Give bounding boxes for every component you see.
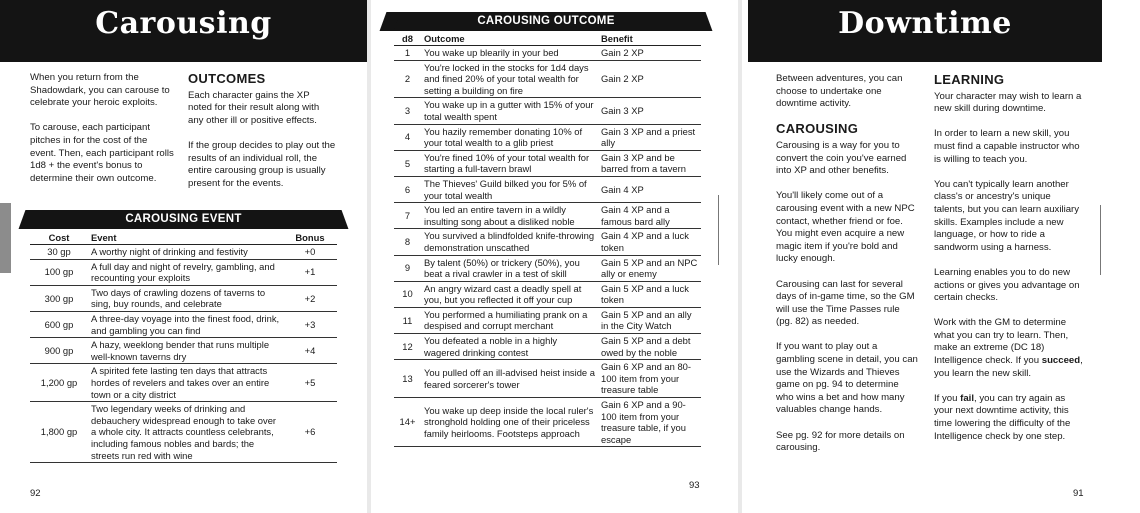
outcome-description: You hazily remember donating 10% of your total wealth to a glib priest (421, 124, 598, 150)
outcomes-paragraph: If the group decides to play out the results of an individual roll, the entire carousing group is usually present for the events. (188, 139, 336, 189)
page-divider (1100, 205, 1101, 275)
event-cost: 1,200 gp (30, 364, 88, 402)
table-row (394, 60, 701, 98)
table-row (394, 307, 701, 333)
outcome-benefit: Gain 5 XP and a debt owed by the noble (598, 334, 701, 360)
table-row (30, 338, 337, 364)
carousing-paragraph: See pg. 92 for more details on carousing. (776, 429, 905, 454)
table-row (30, 285, 337, 311)
page-number: 91 (1073, 488, 1084, 499)
left-column (776, 73, 918, 467)
event-bonus: +0 (283, 245, 337, 260)
col-header-outcome: Outcome (421, 32, 598, 46)
outcome-description: You wake up deep inside the local ruler's stronghold holding one of their priceless family heirlooms. Footsteps approach (421, 398, 598, 447)
event-bonus: +4 (283, 338, 337, 364)
outcome-roll: 2 (394, 60, 421, 98)
learning-paragraph: Your character may wish to learn a new skill during downtime. (934, 90, 1082, 115)
event-description: A worthy night of drinking and festivity (88, 245, 283, 260)
learning-fail-text-end: , you can try again as your next downtime activity, this time lowering the difficulty of the Intelligence check by one step. (934, 392, 1071, 442)
table-row (30, 402, 337, 463)
table-header-row (394, 32, 701, 46)
table-row (30, 259, 337, 285)
page-92 (0, 0, 367, 513)
outcome-benefit: Gain 2 XP (598, 60, 701, 98)
intro-paragraph: When you return from the Shadowdark, you can carouse to celebrate your heroic exploits. (30, 72, 170, 109)
col-header-benefit: Benefit (598, 32, 701, 46)
outcome-description: You're fined 10% of your total wealth for starting a full-tavern brawl (421, 150, 598, 176)
outcome-benefit: Gain 6 XP and an 80-100 item from your treasure table (598, 360, 701, 398)
outcome-benefit: Gain 3 XP (598, 98, 701, 124)
outcome-benefit: Gain 4 XP and a famous bard ally (598, 203, 701, 229)
outcome-roll: 8 (394, 229, 421, 255)
outcome-benefit: Gain 4 XP and a luck token (598, 229, 701, 255)
event-cost: 600 gp (30, 311, 88, 337)
outcomes-column (188, 73, 336, 203)
table-row (394, 229, 701, 255)
outcomes-paragraph: Each character gains the XP noted for their result along with any other ill or positive effects. (188, 89, 320, 126)
page-header-band (0, 0, 367, 62)
event-cost: 1,800 gp (30, 402, 88, 463)
learning-gm-paragraph (934, 317, 1084, 380)
table-row (394, 281, 701, 307)
outcome-description: You survived a blindfolded knife-throwing demonstration unscathed (421, 229, 598, 255)
outcome-benefit: Gain 2 XP (598, 46, 701, 61)
table-row (30, 364, 337, 402)
event-bonus: +2 (283, 285, 337, 311)
page-edge-tab (0, 203, 11, 273)
outcome-benefit: Gain 4 XP (598, 176, 701, 202)
outcome-benefit: Gain 5 XP and a luck token (598, 281, 701, 307)
table-row (30, 311, 337, 337)
outcome-roll: 7 (394, 203, 421, 229)
carousing-outcome-banner: CAROUSING OUTCOME (391, 12, 701, 31)
col-header-bonus: Bonus (283, 231, 337, 245)
outcome-benefit: Gain 5 XP and an NPC ally or enemy (598, 255, 701, 281)
intro-column (30, 72, 176, 198)
outcome-description: You wake up in a gutter with 15% of your total wealth spent (421, 98, 598, 124)
carousing-paragraph: Carousing can last for several days of in-game time, so the GM will use the Time Passes rule (pg. 82) as needed. (776, 278, 915, 328)
outcome-roll: 11 (394, 307, 421, 333)
outcome-roll: 3 (394, 98, 421, 124)
outcome-description: The Thieves' Guild bilked you for 5% of your total wealth (421, 176, 598, 202)
carousing-paragraph: Carousing is a way for you to convert the coin you've earned into XP and other benefits. (776, 139, 907, 177)
event-cost: 30 gp (30, 245, 88, 260)
event-bonus: +6 (283, 402, 337, 463)
page-number: 92 (30, 488, 41, 499)
event-description: Two days of crawling dozens of taverns to sing, buy rounds, and celebrate (88, 285, 283, 311)
carousing-paragraph: You'll likely come out of a carousing event with a new NPC contact, whether friend or foe. You might even acquire a new magic item if you're bold and lucky enough. (776, 190, 915, 265)
outcome-benefit: Gain 3 XP and a priest ally (598, 124, 701, 150)
learning-heading: LEARNING (934, 72, 1005, 87)
outcome-roll: 10 (394, 281, 421, 307)
event-description: A hazy, weeklong bender that runs multiple well-known taverns dry (88, 338, 283, 364)
table-row (394, 360, 701, 398)
right-column (934, 74, 1084, 456)
outcomes-heading: OUTCOMES (188, 71, 266, 86)
outcome-description: By talent (50%) or trickery (50%), you beat a rival crawler in a test of skill (421, 255, 598, 281)
table-row (394, 176, 701, 202)
table-row (394, 46, 701, 61)
event-bonus: +5 (283, 364, 337, 402)
col-header-cost: Cost (30, 231, 88, 245)
carousing-heading: CAROUSING (776, 121, 859, 137)
event-description: A three-day voyage into the finest food, drink, and gambling you can find (88, 311, 283, 337)
intro-paragraph: Between adventures, you can choose to undertake one downtime activity. (776, 73, 903, 110)
outcome-description: You defeated a noble in a highly wagered drinking contest (421, 334, 598, 360)
page-91 (742, 0, 1140, 513)
table-header-row (30, 231, 337, 245)
table-row (394, 203, 701, 229)
table-row (394, 124, 701, 150)
learning-fail-paragraph (934, 393, 1084, 443)
outcome-roll: 4 (394, 124, 421, 150)
outcome-benefit: Gain 5 XP and an ally in the City Watch (598, 307, 701, 333)
table-row (30, 245, 337, 260)
outcome-benefit: Gain 6 XP and a 90-100 item from your treasure table, if you escape (598, 398, 701, 447)
intro-paragraph: To carouse, each participant pitches in for the cost of the event. Then, each participant rolls 1d8 + the event's bonus to determine their own outcome. (30, 122, 174, 184)
event-bonus: +1 (283, 259, 337, 285)
event-cost: 300 gp (30, 285, 88, 311)
learning-paragraph: In order to learn a new skill, you must find a capable instructor who is willing to teach you. (934, 128, 1080, 165)
outcome-roll: 1 (394, 46, 421, 61)
page-header-band (748, 0, 1102, 62)
outcome-roll: 9 (394, 255, 421, 281)
col-header-d8: d8 (394, 32, 421, 46)
col-header-event: Event (88, 231, 283, 245)
learning-gm-text-end: , you learn the new skill. (934, 355, 1083, 379)
table-row (394, 398, 701, 447)
carousing-event-banner: CAROUSING EVENT (30, 210, 337, 229)
event-description: A full day and night of revelry, gambling, and recounting your exploits (88, 259, 283, 285)
outcome-roll: 12 (394, 334, 421, 360)
outcome-description: You performed a humiliating prank on a despised and corrupt merchant (421, 307, 598, 333)
outcome-roll: 6 (394, 176, 421, 202)
carousing-outcome-table (394, 32, 701, 447)
learning-gm-bold: succeed (1041, 355, 1081, 367)
outcome-description: You're locked in the stocks for 1d4 days and fined 20% of your total wealth for setting a building on fire (421, 60, 598, 98)
page-93 (371, 0, 738, 513)
table-row (394, 98, 701, 124)
page-divider (718, 195, 719, 265)
learning-fail-text: If you (934, 392, 961, 404)
table-row (394, 334, 701, 360)
outcome-benefit: Gain 3 XP and be barred from a tavern (598, 150, 701, 176)
learning-paragraph: You can't typically learn another class's or ancestry's unique talents, but you can learn auxiliary skills. Examples include a new language, or how to ride a sandworm using a harness. (934, 178, 1080, 253)
learning-gm-text: Work with the GM to determine what you can try to learn. Then, make an extreme (DC 18) Intelligence check. If you (934, 317, 1069, 367)
outcome-roll: 5 (394, 150, 421, 176)
table-row (394, 150, 701, 176)
event-description: A spirited fete lasting ten days that attracts hordes of revelers and takes over an entire town or a city district (88, 364, 283, 402)
carousing-event-table (30, 231, 337, 463)
event-cost: 900 gp (30, 338, 88, 364)
carousing-paragraph: If you want to play out a gambling scene in detail, you can use the Wizards and Thieves game on pg. 94 to determine who wins a bet and how many valuables change hands. (776, 341, 918, 416)
outcome-description: You wake up blearily in your bed (421, 46, 598, 61)
page-number: 93 (689, 480, 700, 491)
event-description: Two legendary weeks of drinking and debauchery widespread enough to take over a whole city. It attracts countless celebrants, including famous nobles and bards; the streets run red with wine (88, 402, 283, 463)
learning-paragraph: Learning enables you to do new actions or gives you advantage on certain checks. (934, 266, 1080, 304)
table-row (394, 255, 701, 281)
outcome-description: You led an entire tavern in a wildly insulting song about a disliked noble (421, 203, 598, 229)
outcome-roll: 13 (394, 360, 421, 398)
page-title: Carousing (95, 6, 272, 41)
outcome-description: You pulled off an ill-advised heist inside a feared sorcerer's tower (421, 360, 598, 398)
page-title: Downtime (838, 6, 1012, 41)
event-bonus: +3 (283, 311, 337, 337)
outcome-roll: 14+ (394, 398, 421, 447)
event-cost: 100 gp (30, 259, 88, 285)
outcome-description: An angry wizard cast a deadly spell at you, but you reflected it off your cup (421, 281, 598, 307)
learning-fail-bold: fail (960, 392, 975, 404)
